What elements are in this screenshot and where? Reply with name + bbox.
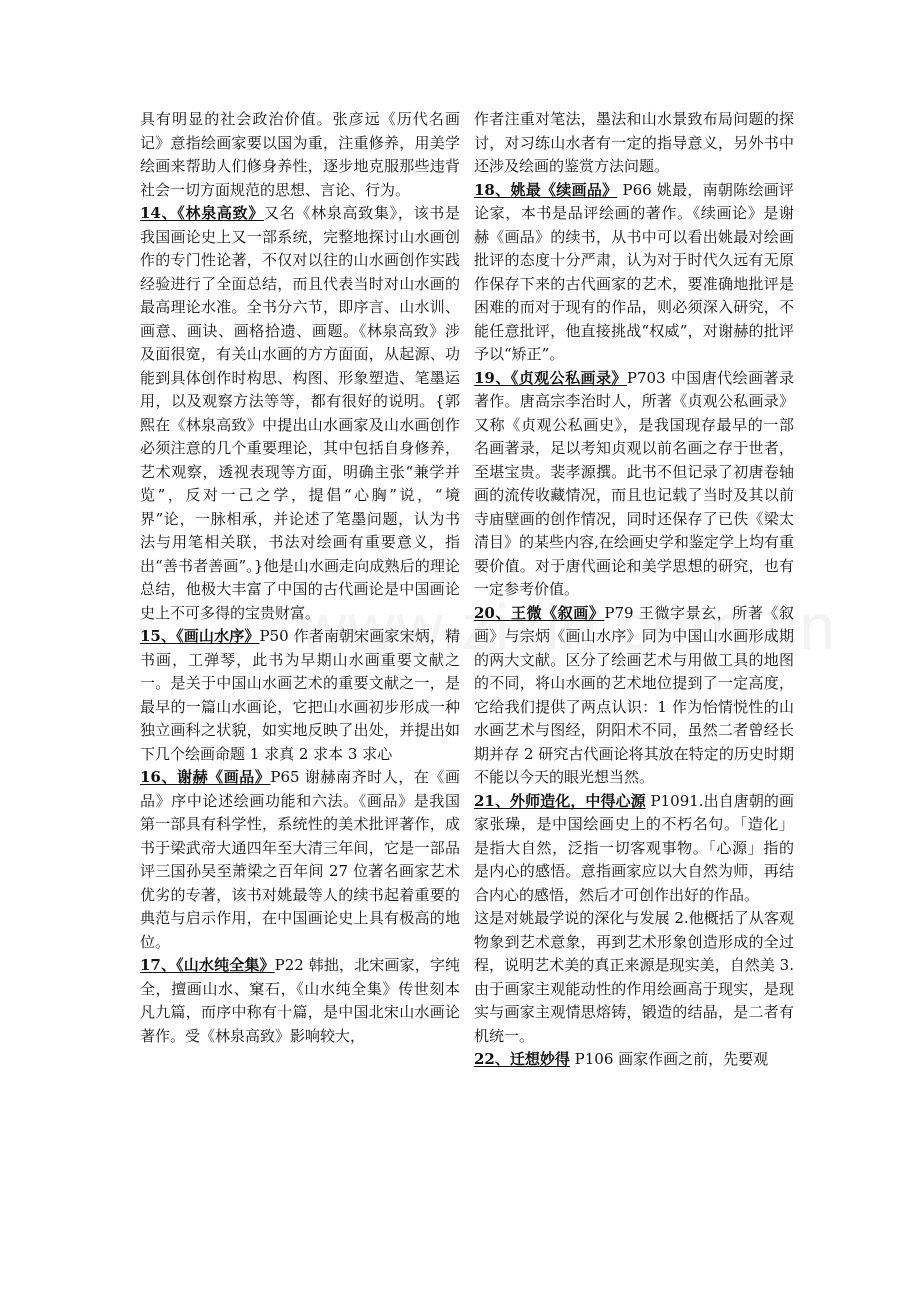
- entry-number: 19、: [474, 368, 511, 387]
- paragraph-entry: [474, 367, 794, 602]
- entry-number: 22、: [474, 1050, 510, 1068]
- paragraph-entry: [474, 907, 794, 1048]
- entry-keyword: 《画山水序》: [176, 627, 260, 645]
- paragraph-entry: [140, 108, 460, 202]
- entry-text: P106 画家作画之前，先要观: [569, 1050, 769, 1068]
- entry-text: P66 姚最，南朝陈绘画评论家，本书是品评绘画的著作。《续画论》是谢赫《画品》的续书，从书中可以看出姚最对绘画批评的态度十分严肃，认为对于时代久远有无原作保存下来的古代画家的艺术，要准确地批评是困难的而对于现有的作品，则必须深入研究，不能任意批评，他直接挑战“权威”，对谢赫的批评予以“矫正”。: [474, 180, 795, 363]
- entry-text: 具有明显的社会政治价值。张彦远《历代名画记》意指绘画家要以国为重，注重修养，用美学绘画来帮助人们修身养性，逐步地克服那些违背社会一切方面规范的思想、言论、行为。: [140, 110, 460, 199]
- paragraph-entry: [474, 1048, 794, 1072]
- paragraph-entry: [140, 625, 460, 766]
- entry-number: 15、: [140, 627, 177, 645]
- entry-number: 20、: [474, 603, 512, 622]
- entry-number: 17、: [140, 956, 177, 974]
- paragraph-entry: [474, 602, 794, 790]
- entry-text: P1091.出自唐朝的画家张璪，是中国绘画史上的不朽名句。「造化」是指大自然，泛指一切客观事物。「心源」指的是内心的感悟。意指画家应以大自然为师，再结合内心的感悟，然后才可创作出好的作品。: [474, 791, 794, 904]
- entry-text: 这是对姚最学说的深化与发展 2.他概括了从客观物象到艺术意象，再到艺术形象创造形成的全过程，说明艺术美的真正来源是现实美，自然美 3.由于画家主观能动性的作用绘画高于现实，是现实与画家主观情思熔铸，锻造的结晶，是二者有机统一。: [474, 909, 794, 1045]
- left-column: [140, 108, 460, 1048]
- entry-text: P50 作者南朝宋画家宋炳，精书画，工弹琴，此书为早期山水画重要文献之一。是关于中国山水画艺术的重要文献之一，是最早的一篇山水画论，它把山水画初步形成一种独立画科之状貌，如实地反映了出处，并提出如下几个绘画命题 1 求真 2 求本 3 求心: [140, 627, 460, 763]
- entry-text: P79 王微字景玄，所著《叙画》与宗炳《画山水序》同为中国山水画形成期的两大文献。区分了绘画艺术与用做工具的地图的不同，将山水画的艺术地位提到了一定高度，它给我们提供了两点认识：1 作为怡情悦性的山水画艺术与图经，阴阳术不同，虽然二者曾经长期并存 2 研究古代画论将其放在特定的历史时期不能以今天的眼光想当然。: [474, 603, 794, 786]
- paragraph-entry: [474, 790, 794, 908]
- entry-number: 14、: [140, 204, 178, 222]
- entry-text: P703 中国唐代绘画著录著作。唐高宗李治时人，所著《贞观公私画录》又称《贞观公私画史》，是我国现存最早的一部名画著录，足以考知贞观以前名画之存于世者，至堪宝贵。裴孝源撰。此书不但记录了初唐卷轴画的流传收藏情况，而且也记载了当时及其以前寺庙壁画的创作情况，同时还保存了已佚《梁太清目》的某些内容,在绘画史学和鉴定学上均有重要价值。对于唐代画论和美学思想的研究，也有一定参考价值。: [474, 368, 794, 598]
- right-column: [474, 108, 794, 1072]
- entry-keyword: 外师造化，中得心源: [510, 791, 646, 810]
- entry-text: 又名《林泉高致集》，该书是我国画论史上又一部系统，完整地探讨山水画创作的专门性论著，不仅对以往的山水画创作实践经验进行了全面总结，而且代表当时对山水画的最高理论水准。全书分六节，即序言、山水训、画意、画诀、画格拾遗、画题。《林泉高致》涉及面很宽，有关山水画的方方面面，从起源、功能到具体创作时构思、构图、形象塑造、笔墨运用，以及观察方法等等，都有很好的说明。{郭熙在《林泉高致》中提出山水画家及山水画创作必须注意的几个重要理论，其中包括自身修养，艺术观察，透视表现等方面，明确主张“兼学并览”，反对一己之学，提倡“心胸”说，“境界”论，一脉相承，并论述了笔墨问题，认为书法与用笔相关联，书法对绘画有重要意义，指出“善书者善画”。}他是山水画走向成熟后的理论总结，他极大丰富了中国的古代画论是中国画论史上不可多得的宝贵财富。: [140, 204, 460, 622]
- entry-number: 18、: [474, 180, 511, 199]
- entry-text: P65 谢赫南齐时人，在《画品》序中论述绘画功能和六法。《画品》是我国第一部具有科学性，系统性的美术批评著作，成书于梁武帝大通四年至大清三年间，它是一部品评三国孙吴至萧梁之百年间 27 位著名画家艺术优劣的专著，该书对姚最等人的续书起着重要的典范与启示作用，在中国画论史上具有极高的地位。: [140, 768, 460, 951]
- paragraph-entry: [140, 954, 460, 1048]
- entry-keyword: 《贞观公私画录》: [510, 368, 627, 387]
- entry-keyword: 《山水纯全集》: [176, 956, 275, 974]
- entry-keyword: 姚最《续画品》: [510, 180, 618, 199]
- entry-number: 21、: [474, 791, 511, 810]
- entry-keyword: 王微《叙画》: [511, 603, 605, 622]
- entry-text: P22 韩拙，北宋画家，字纯全，擅画山水、窠石，《山水纯全集》传世刻本凡九篇，而序中称有十篇，是中国北宋山水画论著作。受《林泉高致》影响较大，: [140, 956, 460, 1045]
- paragraph-entry: [474, 179, 794, 367]
- paragraph-entry: [140, 766, 460, 954]
- entry-number: 16、: [140, 768, 178, 786]
- entry-text: 作者注重对笔法，墨法和山水景致布局问题的探讨，对习练山水者有一定的指导意义，另外书中还涉及绘画的鉴赏方法问题。: [474, 110, 794, 175]
- paragraph-entry: [140, 202, 460, 625]
- entry-keyword: 迁想妙得: [509, 1050, 570, 1068]
- entry-keyword: 谢赫《画品》: [177, 768, 271, 786]
- paragraph-entry: [474, 108, 794, 179]
- entry-keyword: 《林泉高致》: [177, 204, 265, 222]
